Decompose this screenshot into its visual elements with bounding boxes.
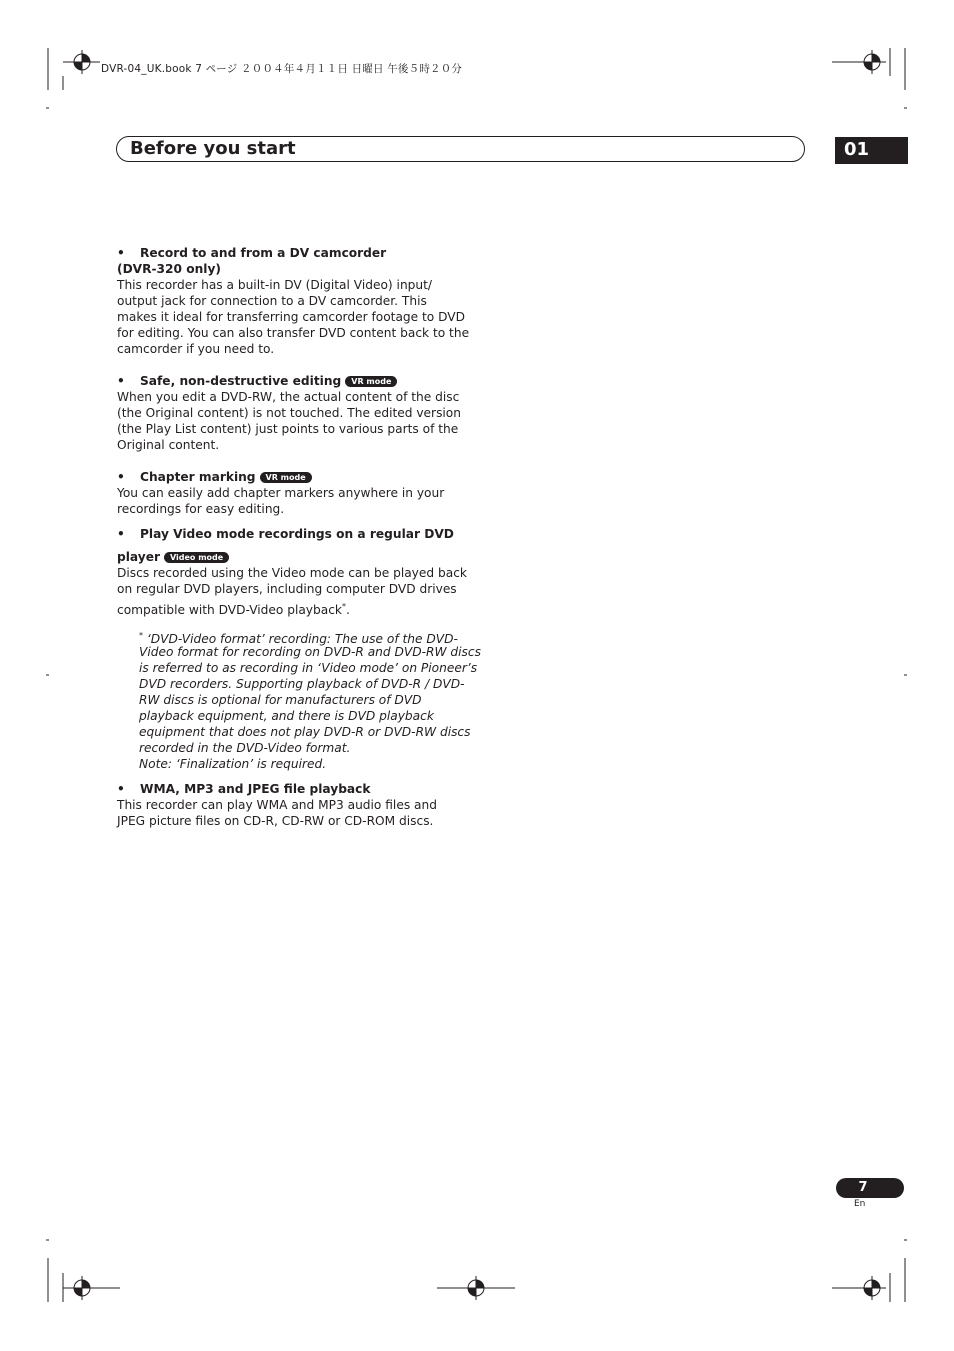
body-text: .: [346, 603, 350, 617]
heading-text: Safe, non-destructive editing: [140, 374, 342, 388]
footnote-text: ‘DVD-Video format’ recording: The use of the DVD-: [143, 632, 458, 646]
bullet: •: [117, 246, 125, 260]
heading-text: Chapter marking: [140, 470, 256, 484]
heading-text: Play Video mode recordings on a regular DVD: [140, 527, 454, 541]
page-number: 7: [858, 1180, 868, 1195]
footnote-line: recorded in the DVD-Video format.: [139, 741, 351, 755]
feature-item: [117, 781, 453, 829]
body-line: makes it ideal for transferring camcorder footage to DVD: [117, 310, 466, 324]
vr-mode-badge: VR mode: [260, 472, 312, 483]
body-line: This recorder can play WMA and MP3 audio files and: [117, 798, 437, 812]
heading-text: Record to and from a DV camcorder: [140, 246, 387, 260]
heading-text: player: [117, 550, 160, 564]
body-line: (the Play List content) just points to various parts of the: [117, 422, 459, 436]
feature-item: [117, 245, 470, 357]
body-line: recordings for easy editing.: [117, 502, 285, 516]
footnote-line: equipment that does not play DVD-R or DVD-RW discs: [139, 725, 471, 739]
feature-list: [117, 245, 481, 829]
body-line: on regular DVD players, including computer DVD drives: [117, 582, 457, 596]
print-info-line: DVR-04_UK.book 7 ページ ２００４年４月１１日 日曜日 午後５時２０分: [101, 63, 463, 75]
feature-heading: [117, 549, 453, 565]
body-line: output jack for connection to a DV camcorder. This: [117, 294, 427, 308]
body-line: (the Original content) is not touched. The edited version: [117, 406, 461, 420]
body-text: compatible with DVD-Video playback: [117, 603, 342, 617]
feature-item: [117, 373, 461, 453]
feature-heading: [117, 526, 453, 549]
body-line: When you edit a DVD-RW, the actual content of the disc: [117, 390, 460, 404]
footnote-line: is referred to as recording in ‘Video mode’ on Pioneer’s: [139, 661, 478, 675]
feature-item: [117, 526, 467, 619]
bullet: •: [117, 782, 125, 796]
footnote-line: Note: ‘Finalization’ is required.: [139, 757, 327, 771]
body-line: [117, 597, 453, 619]
feature-item: [117, 469, 453, 517]
footnote-marker: *: [139, 631, 143, 640]
feature-heading: [117, 373, 453, 389]
feature-heading: [117, 469, 453, 485]
bullet: •: [117, 374, 125, 388]
vr-mode-badge: VR mode: [345, 376, 397, 387]
body-line: Discs recorded using the Video mode can be played back: [117, 566, 467, 580]
footnote: [117, 628, 481, 772]
body-line: for editing. You can also transfer DVD content back to the: [117, 326, 470, 340]
bullet: •: [117, 527, 125, 541]
bullet: •: [117, 470, 125, 484]
body-line: JPEG picture files on CD-R, CD-RW or CD-ROM discs.: [117, 814, 434, 828]
heading-text: WMA, MP3 and JPEG file playback: [140, 782, 371, 796]
footnote-line: RW discs is optional for manufacturers of DVD: [139, 693, 422, 707]
footnote-line: DVD recorders. Supporting playback of DVD-R / DVD-: [139, 677, 465, 691]
body-line: This recorder has a built-in DV (Digital Video) input/: [117, 278, 433, 292]
body-line: Original content.: [117, 438, 220, 452]
chapter-number: 01: [844, 139, 870, 160]
body-line: You can easily add chapter markers anywhere in your: [117, 486, 445, 500]
video-mode-badge: Video mode: [164, 552, 229, 563]
footnote-line: Video format for recording on DVD-R and DVD-RW discs: [139, 645, 481, 659]
feature-heading: [117, 781, 453, 797]
footnote-line: playback equipment, and there is DVD playback: [139, 709, 434, 723]
page-title: Before you start: [130, 138, 296, 159]
footnote-ref: *: [342, 602, 346, 611]
body-line: camcorder if you need to.: [117, 342, 275, 356]
footnote-line: [139, 628, 458, 646]
language-label: En: [854, 1199, 866, 1209]
feature-heading: [117, 245, 453, 261]
feature-heading: (DVR-320 only): [117, 262, 221, 276]
